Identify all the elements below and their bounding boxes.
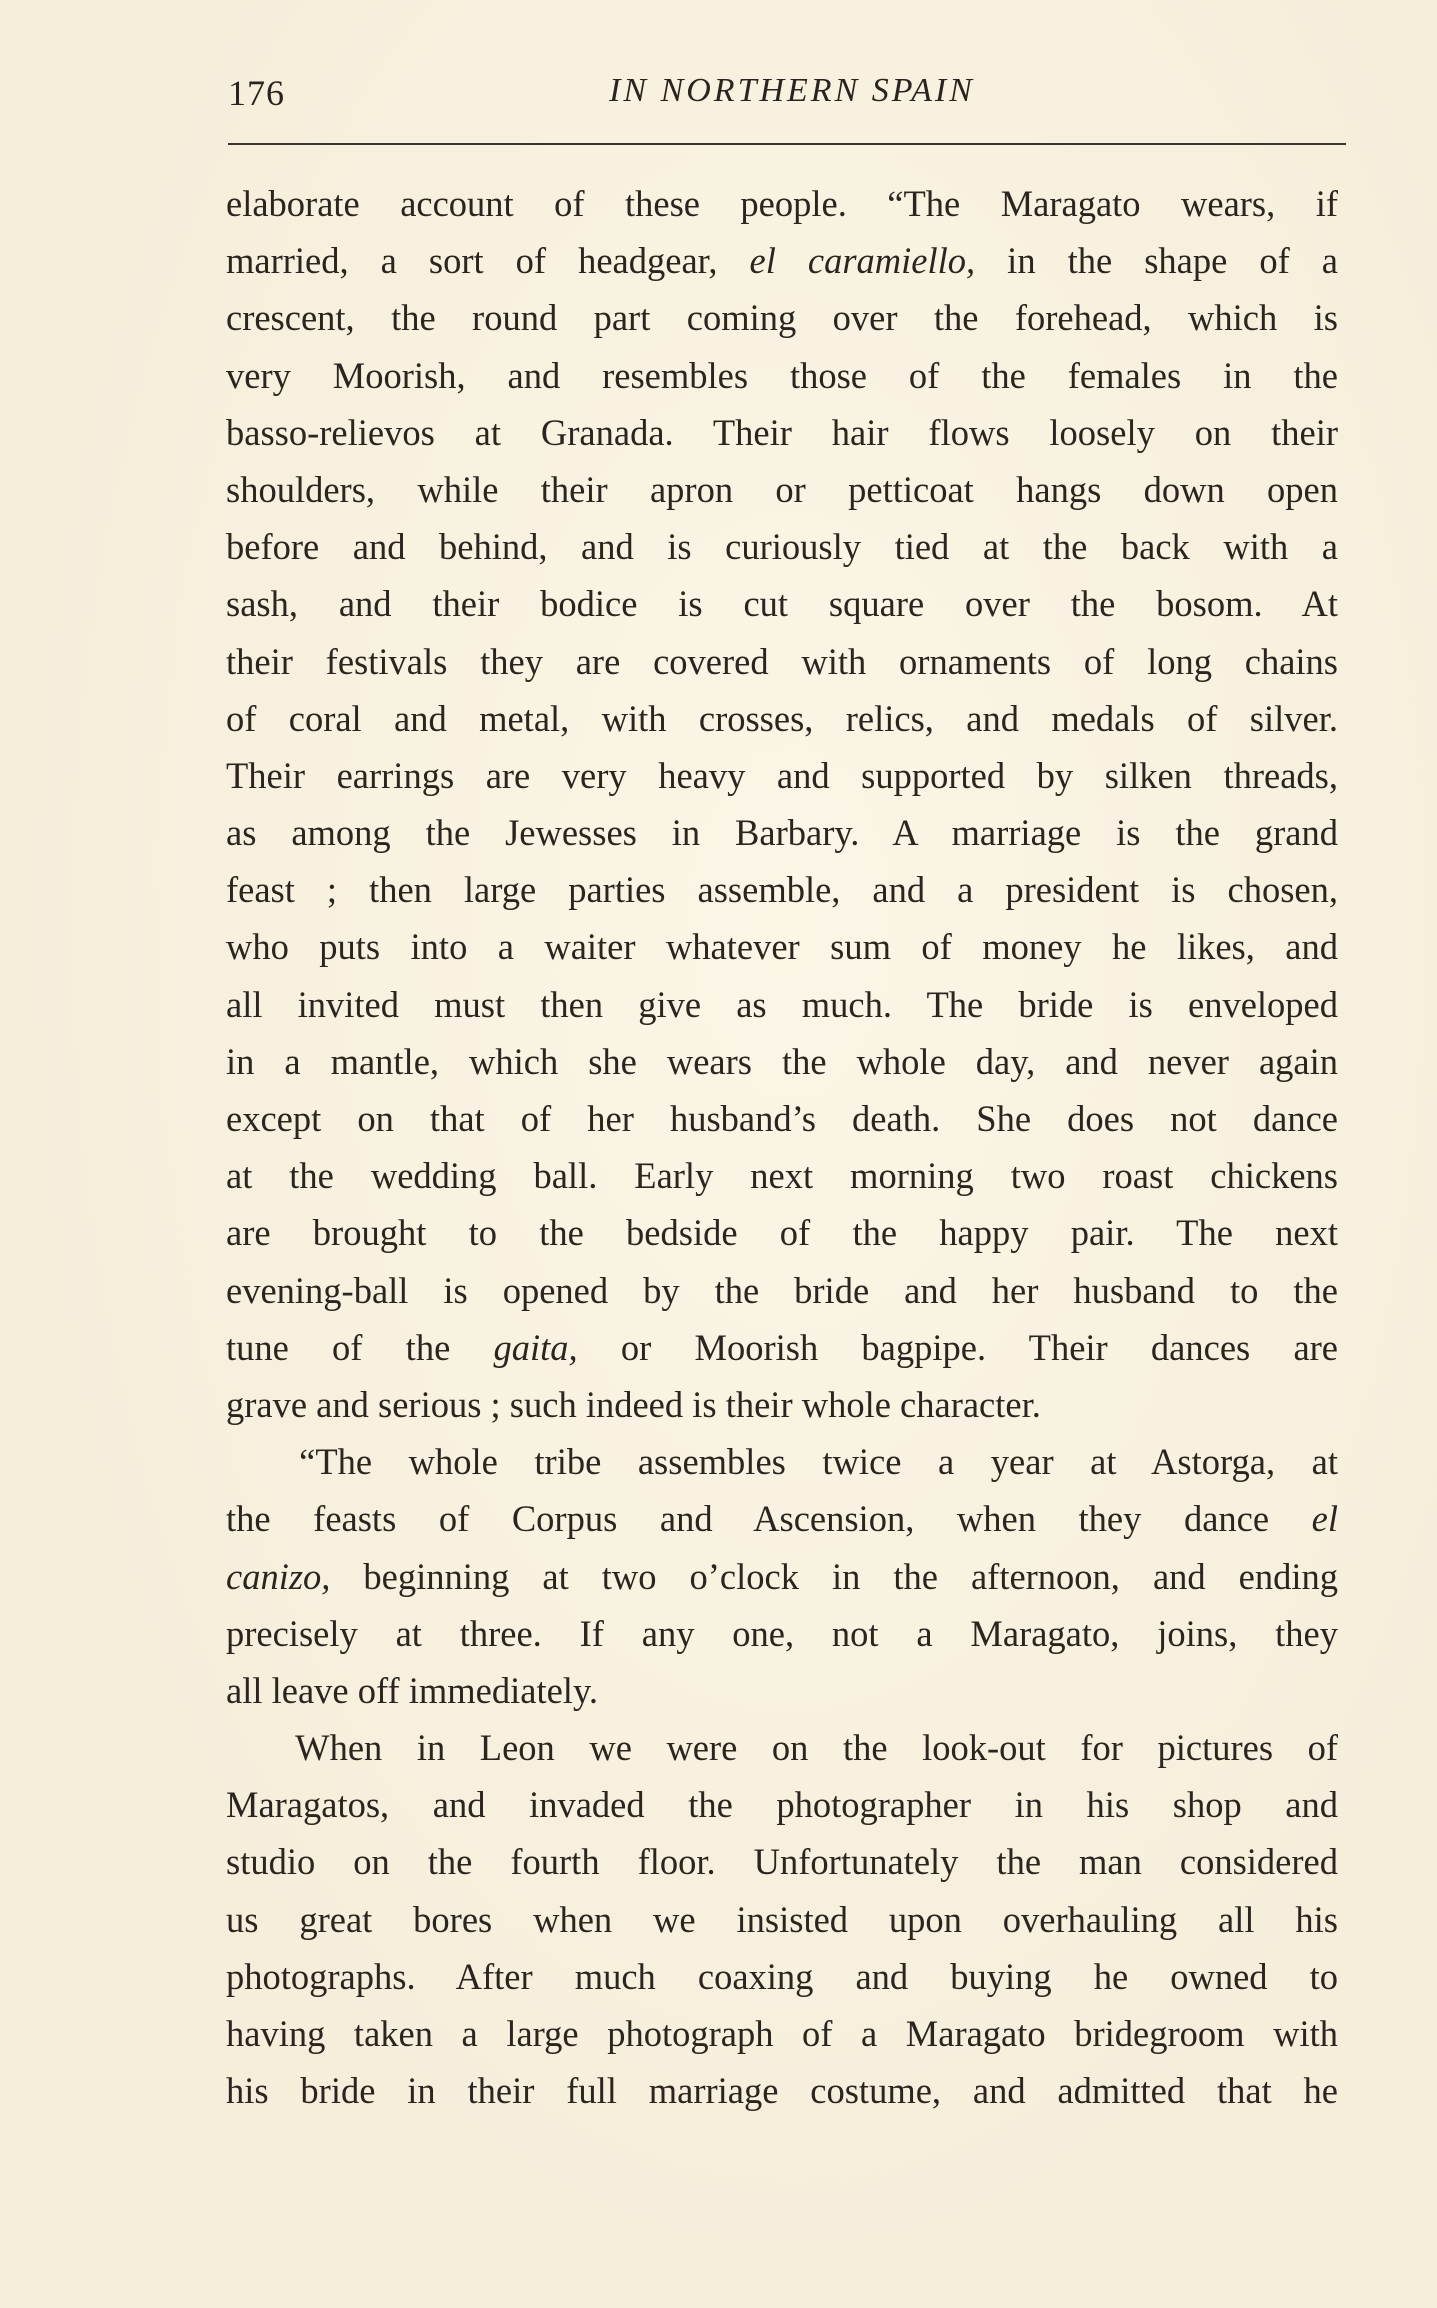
text-line [226, 461, 1338, 518]
text-segment: When in Leon we were on the look-out for pictures of [226, 1727, 1338, 1769]
text-segment: are brought to the bedside of the happy pair. The next [226, 1212, 1338, 1254]
text-segment: studio on the fourth floor. Unfortunately the man considered [226, 1841, 1338, 1883]
text-line [226, 804, 1338, 861]
text-line [226, 1776, 1338, 1833]
page-header [228, 72, 1346, 122]
header-rule [228, 143, 1346, 145]
text-segment: at the wedding ball. Early next morning two roast chickens [226, 1155, 1338, 1197]
text-segment: having taken a large photograph of a Maragato bridegroom with [226, 2013, 1338, 2054]
text-line [226, 747, 1338, 804]
text-line [226, 690, 1338, 747]
text-segment: feast ; then large parties assemble, and a president is chosen, [226, 869, 1338, 911]
text-segment: Maragatos, and invaded the photographer in his shop and [226, 1784, 1338, 1826]
italic-text: el [1311, 1498, 1338, 1540]
italic-text: el caramiello, [749, 240, 976, 282]
text-line [226, 1319, 1338, 1376]
text-line [226, 1033, 1338, 1090]
text-line [226, 633, 1338, 690]
text-line [226, 1719, 1338, 1776]
text-segment: shoulders, while their apron or petticoat hangs down open [226, 468, 1338, 510]
text-segment: all invited must then give as much. The bride is enveloped [226, 983, 1338, 1025]
text-line [226, 1147, 1338, 1204]
text-line [226, 175, 1338, 232]
text-line [226, 347, 1338, 404]
text-segment: sash, and their bodice is cut square over the bosom. At [226, 583, 1338, 625]
text-segment: tune of the [226, 1326, 494, 1368]
text-line [226, 289, 1338, 346]
text-line [226, 1605, 1338, 1662]
text-segment: us great bores when we insisted upon overhauling all his [226, 1898, 1338, 1940]
text-segment: their festivals they are covered with ornaments of long chains [226, 640, 1338, 682]
text-segment: basso-relievos at Granada. Their hair flows loosely on their [226, 411, 1338, 453]
text-line [226, 1262, 1338, 1319]
text-segment: beginning at two o’clock in the afternoon, and ending [330, 1555, 1338, 1597]
text-line [226, 1376, 1338, 1433]
text-line [226, 2005, 1338, 2062]
text-segment: in a mantle, which she wears the whole day, and never again [226, 1040, 1338, 1082]
text-line [226, 2062, 1338, 2119]
italic-text: canizo, [226, 1555, 331, 1597]
text-segment: married, a sort of headgear, [226, 240, 750, 282]
text-segment: photographs. After much coaxing and buying he owned to [226, 1955, 1338, 1997]
text-segment: precisely at three. If any one, not a Maragato, joins, they [226, 1612, 1338, 1654]
text-segment: “The whole tribe assembles twice a year at Astorga, at [226, 1441, 1338, 1483]
text-segment: in the shape of a [975, 240, 1338, 282]
text-line [226, 1891, 1338, 1948]
text-segment: as among the Jewesses in Barbary. A marriage is the grand [226, 812, 1338, 854]
text-line [226, 575, 1338, 632]
text-segment: before and behind, and is curiously tied at the back with a [226, 526, 1338, 568]
text-line [226, 1662, 1338, 1719]
text-segment: evening-ball is opened by the bride and her husband to the [226, 1269, 1338, 1311]
text-segment: crescent, the round part coming over the forehead, which is [226, 297, 1338, 339]
text-segment: except on that of her husband’s death. She does not dance [226, 1098, 1338, 1139]
body-text [226, 175, 1338, 2119]
running-head: IN NORTHERN SPAIN [609, 72, 975, 109]
text-line [226, 1548, 1338, 1605]
text-segment: of coral and metal, with crosses, relics, and medals of silver. [226, 697, 1338, 739]
text-segment: very Moorish, and resembles those of the females in the [226, 354, 1338, 396]
text-segment: who puts into a waiter whatever sum of money he likes, and [226, 926, 1338, 968]
text-segment: the feasts of Corpus and Ascension, when they dance [226, 1498, 1312, 1540]
text-line [226, 1948, 1338, 2005]
text-line [226, 1490, 1338, 1547]
text-segment: all leave off immediately. [226, 1669, 598, 1711]
text-segment: or Moorish bagpipe. Their dances are [577, 1326, 1338, 1368]
text-line [226, 861, 1338, 918]
text-segment: grave and serious ; such indeed is their whole character. [226, 1383, 1041, 1425]
text-line [226, 232, 1338, 289]
text-line [226, 1204, 1338, 1261]
text-segment: Their earrings are very heavy and supported by silken threads, [226, 754, 1338, 796]
text-segment: his bride in their full marriage costume, and admitted that he [226, 2070, 1338, 2112]
page-number: 176 [228, 73, 285, 113]
text-line [226, 1833, 1338, 1890]
text-line [226, 404, 1338, 461]
text-line [226, 976, 1338, 1033]
text-line [226, 1433, 1338, 1490]
italic-text: gaita, [493, 1326, 578, 1368]
text-segment: elaborate account of these people. “The Maragato wears, if [226, 183, 1338, 224]
text-line [226, 1090, 1338, 1147]
text-line [226, 518, 1338, 575]
text-line [226, 918, 1338, 975]
